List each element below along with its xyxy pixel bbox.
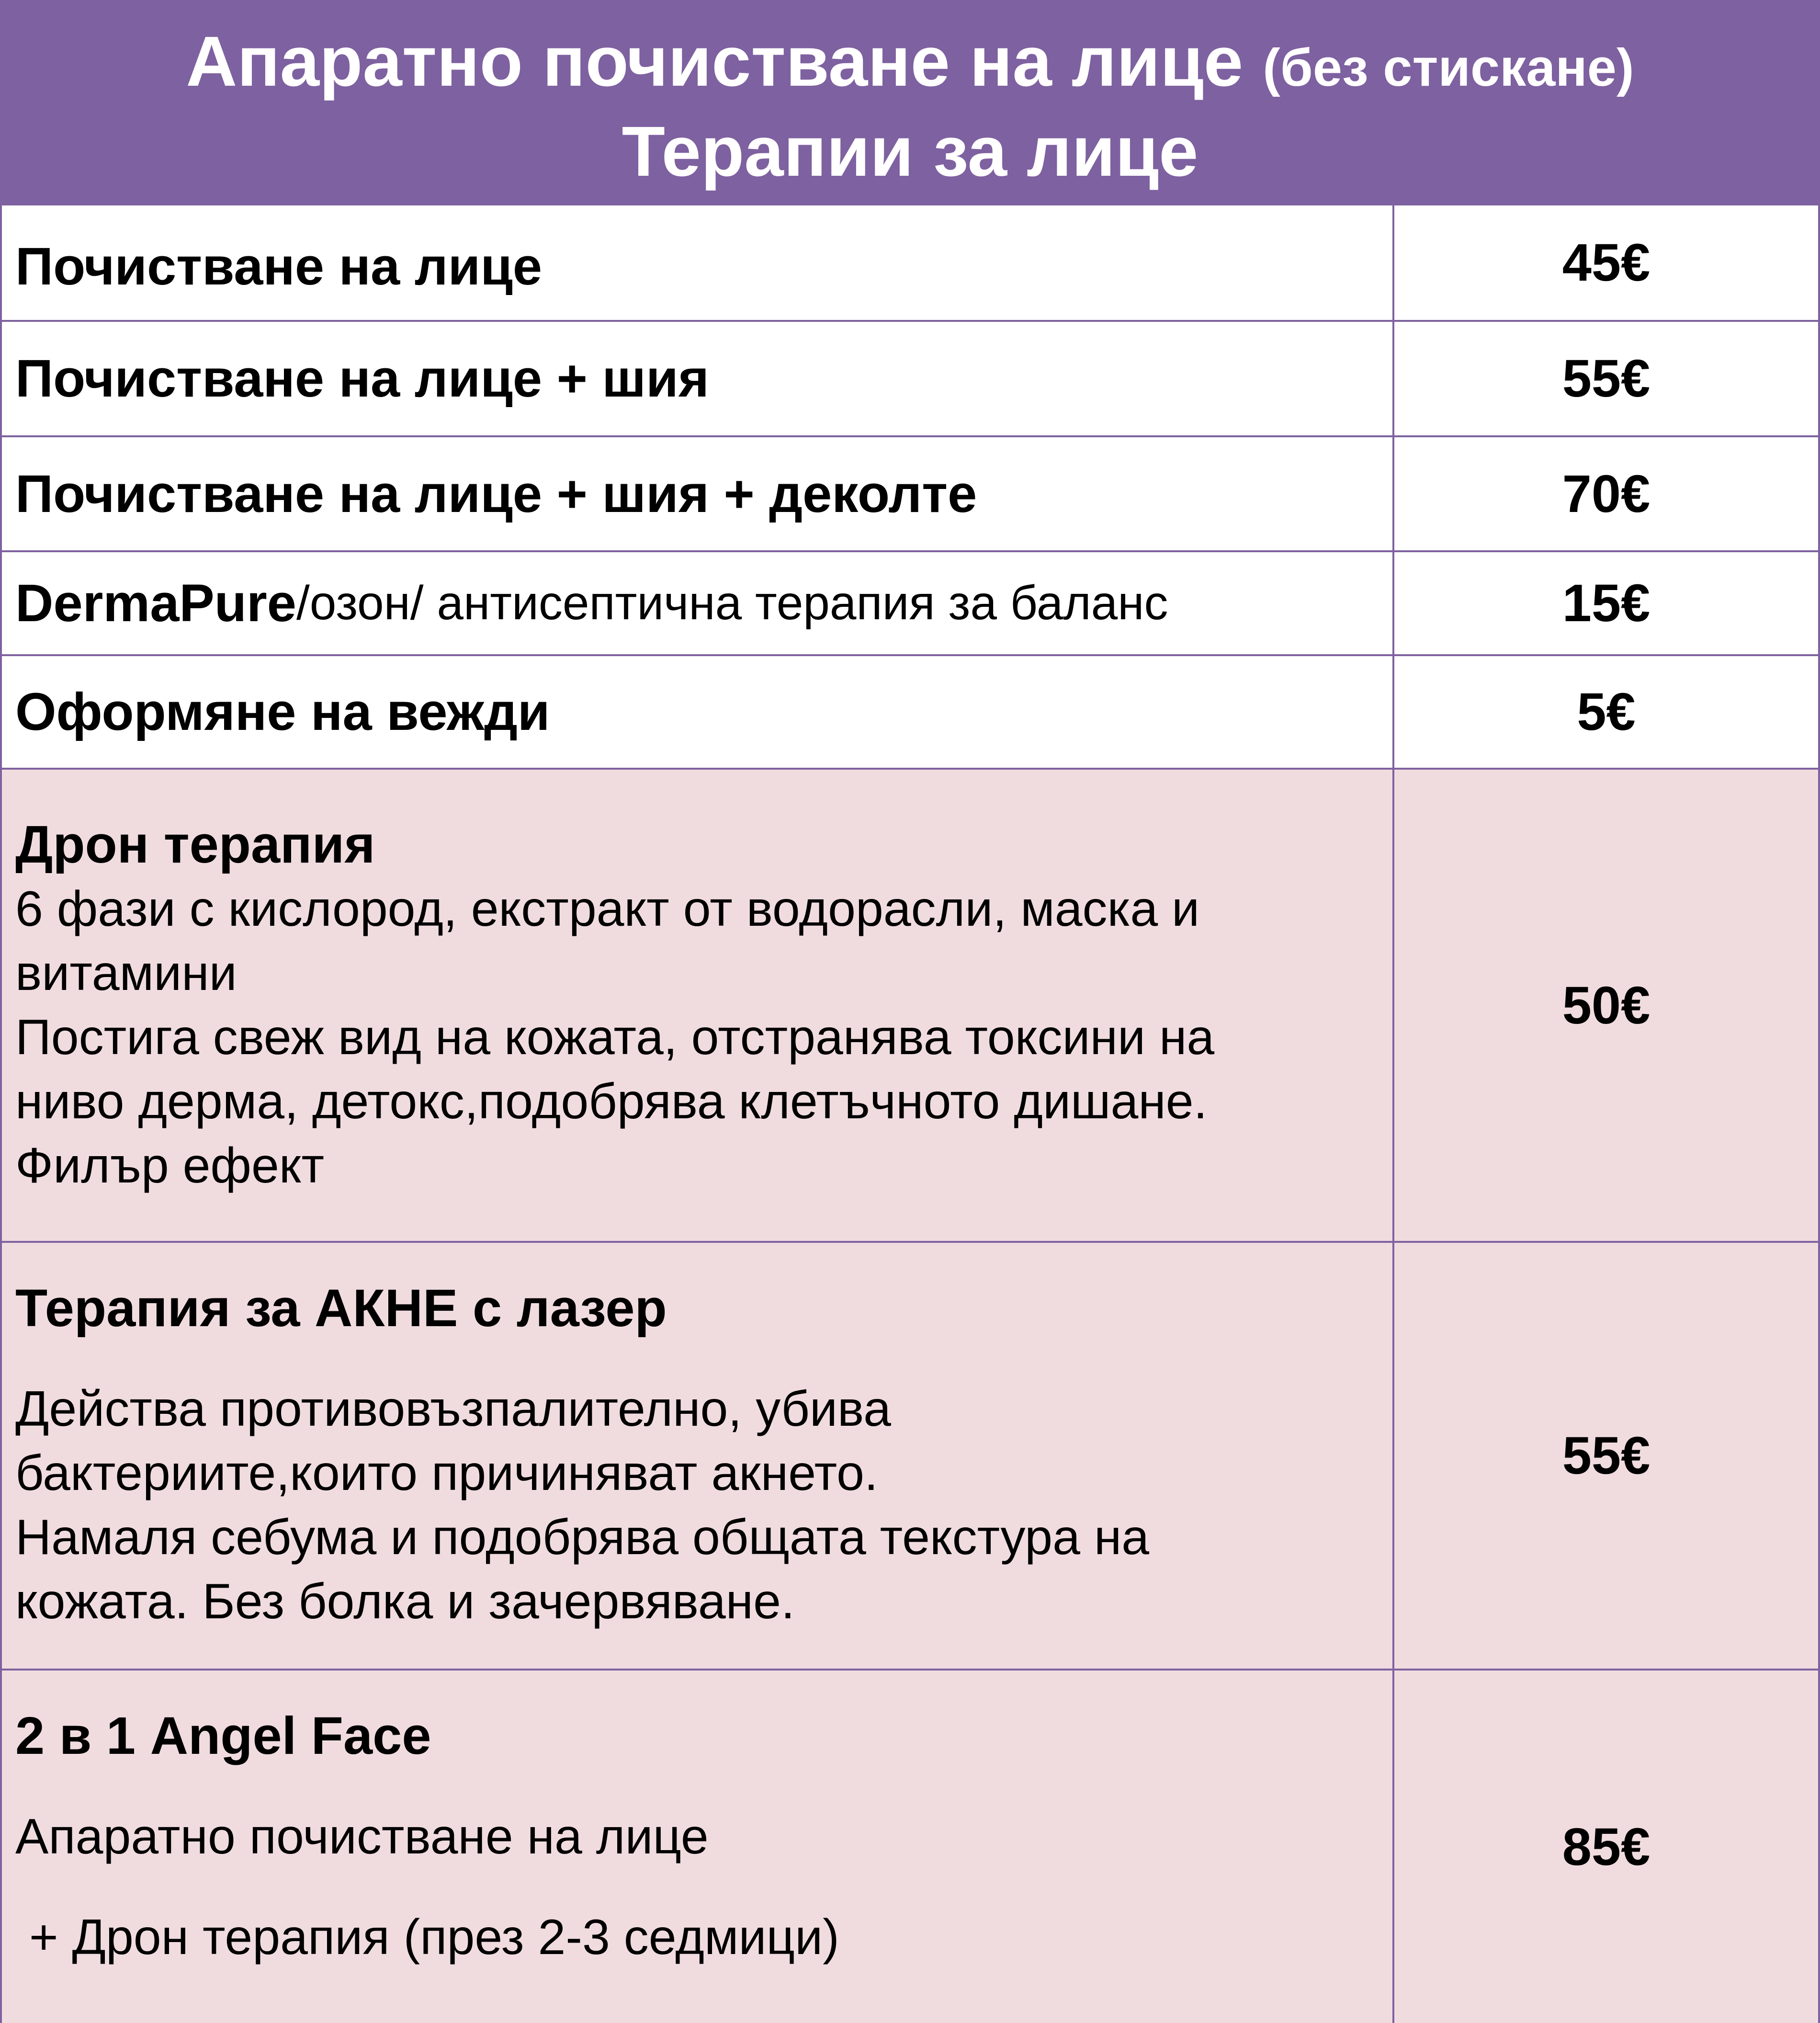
description-line: + Дрон терапия (през 2-3 седмици) [15,1909,839,1965]
price-cell: 55€ [1562,349,1650,408]
description-line: витамини [15,945,237,1001]
service-cell [2,1243,1394,1669]
service-name: Оформяне на вежди [15,682,550,741]
price-row [2,552,1818,656]
price-row [2,656,1818,770]
service-description [15,1377,1392,1634]
service-cell [2,656,1394,768]
service-cell [2,205,1394,320]
service-name: Почистване на лице + шия + деколте [15,464,977,523]
description-line: Действа противовъзпалително, убива [15,1381,891,1437]
header-title-main: Апаратно почистване на лице [186,22,1243,101]
price-cell: 85€ [1562,1817,1650,1876]
service-name: Почистване на лице [15,237,543,296]
service-name [15,552,1392,654]
service-cell [2,552,1394,654]
service-title: Терапия за АКНЕ с лазер [15,1279,667,1338]
price-list-header [2,2,1818,205]
price-row [2,322,1818,437]
service-title: 2 в 1 Angel Face [15,1706,431,1765]
header-title-sub: (без стискане) [1263,38,1634,97]
price-cell: 70€ [1562,464,1650,523]
service-name-brand: DermaPure [15,574,296,633]
service-name-description: /озон/ антисептична терапия за баланс [296,576,1168,630]
price-cell: 55€ [1562,1426,1650,1485]
price-row [2,205,1818,322]
header-subtitle: Терапии за лице [622,112,1198,191]
price-cell: 5€ [1577,682,1636,741]
service-cell [2,437,1394,550]
price-row [2,770,1818,1243]
description-line: кожата. Без болка и зачервяване. [15,1574,795,1629]
description-line: бактериите,които причиняват акнето. [15,1445,878,1501]
price-cell: 45€ [1562,233,1650,292]
service-name: Почистване на лице + шия [15,349,709,408]
price-row [2,1671,1818,2023]
service-cell [2,770,1394,1241]
service-cell [2,322,1394,435]
service-cell [2,1671,1394,2023]
description-line: 6 фази с кислород, екстракт от водорасли, маска и [15,881,1200,937]
service-description [15,1805,1392,1969]
header-title [2,21,1818,109]
description-line: Постига свеж вид на кожата, отстранява токсини на [15,1010,1215,1065]
description-line: Апаратно почистване на лице [15,1809,709,1864]
description-line: Намаля себума и подобрява общата текстура на [15,1510,1150,1565]
price-cell: 15€ [1562,574,1650,633]
description-line: Филър ефект [15,1138,325,1193]
price-cell: 50€ [1562,976,1650,1035]
service-description [15,877,1392,1198]
price-row [2,1243,1818,1671]
service-title: Дрон терапия [15,815,375,874]
description-line: ниво дерма, детокс,подобрява клетъчното дишане. [15,1074,1208,1129]
price-row [2,437,1818,552]
